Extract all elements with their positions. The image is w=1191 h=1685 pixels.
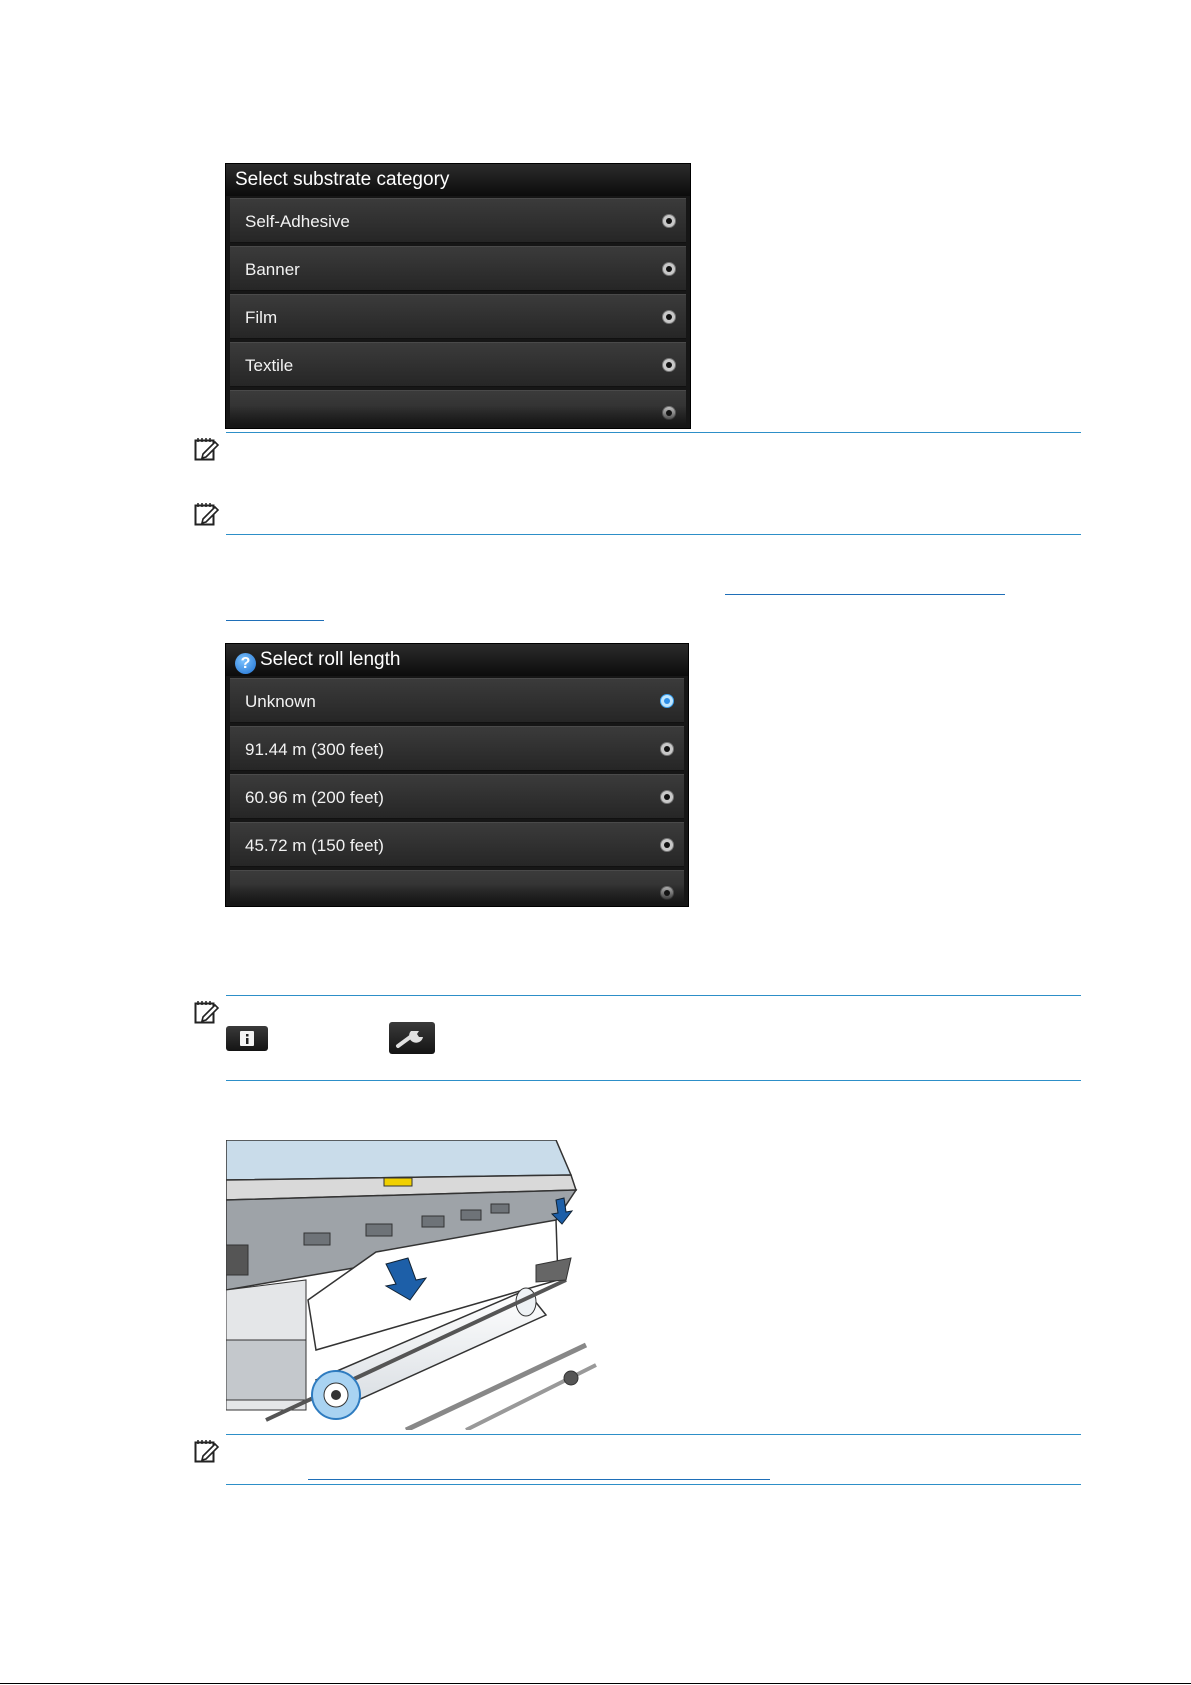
radio-button[interactable] (660, 838, 674, 852)
radio-button[interactable] (662, 214, 676, 228)
radio-button[interactable] (662, 310, 676, 324)
help-question-icon[interactable]: ? (235, 653, 256, 674)
info-icon[interactable] (226, 1026, 268, 1051)
list-item-label: Banner (245, 260, 300, 279)
note-icon (194, 1000, 220, 1024)
link-underline[interactable] (725, 594, 1005, 595)
substrate-category-panel (226, 164, 690, 428)
panel-title: Select substrate category (226, 164, 690, 196)
list-item-banner[interactable] (230, 246, 686, 291)
list-item-200-feet[interactable] (230, 774, 684, 819)
note-icon (194, 437, 220, 461)
link-underline[interactable] (308, 1479, 770, 1480)
printer-loading-illustration (226, 1140, 606, 1430)
list-item-label: 45.72 m (150 feet) (245, 836, 384, 855)
list-item-label: Self-Adhesive (245, 212, 350, 231)
list-item-unknown[interactable] (230, 678, 684, 723)
list-item-150-feet[interactable] (230, 822, 684, 867)
footer-rule (0, 1683, 1191, 1684)
list-item-300-feet[interactable] (230, 726, 684, 771)
list-item-label: 91.44 m (300 feet) (245, 740, 384, 759)
list-item-film[interactable] (230, 294, 686, 339)
note-icon (194, 502, 220, 526)
panel-title (226, 644, 688, 676)
note-bottom-rule (226, 1080, 1081, 1081)
panel-title-text: Select roll length (260, 649, 401, 670)
list-item-label: 60.96 m (200 feet) (245, 788, 384, 807)
list-item-label: Unknown (245, 692, 316, 711)
radio-button[interactable] (662, 262, 676, 276)
note-bottom-rule (226, 1484, 1081, 1485)
roll-length-panel (226, 644, 688, 906)
radio-button[interactable] (662, 358, 676, 372)
note-top-rule (226, 432, 1081, 433)
list-item-label: Textile (245, 356, 294, 375)
note-top-rule (226, 1434, 1081, 1435)
list-item-textile[interactable] (230, 342, 686, 387)
wrench-icon[interactable] (389, 1022, 435, 1054)
note-top-rule (226, 995, 1081, 996)
radio-button[interactable] (660, 742, 674, 756)
radio-button[interactable] (660, 790, 674, 804)
scroll-fade (226, 884, 688, 906)
note-bottom-rule (226, 534, 1081, 535)
link-underline[interactable] (226, 620, 324, 621)
list-item-label: Film (245, 308, 278, 327)
radio-button-selected[interactable] (660, 694, 674, 708)
scroll-fade (226, 406, 690, 428)
list-item-self-adhesive[interactable] (230, 198, 686, 243)
note-icon (194, 1439, 220, 1463)
